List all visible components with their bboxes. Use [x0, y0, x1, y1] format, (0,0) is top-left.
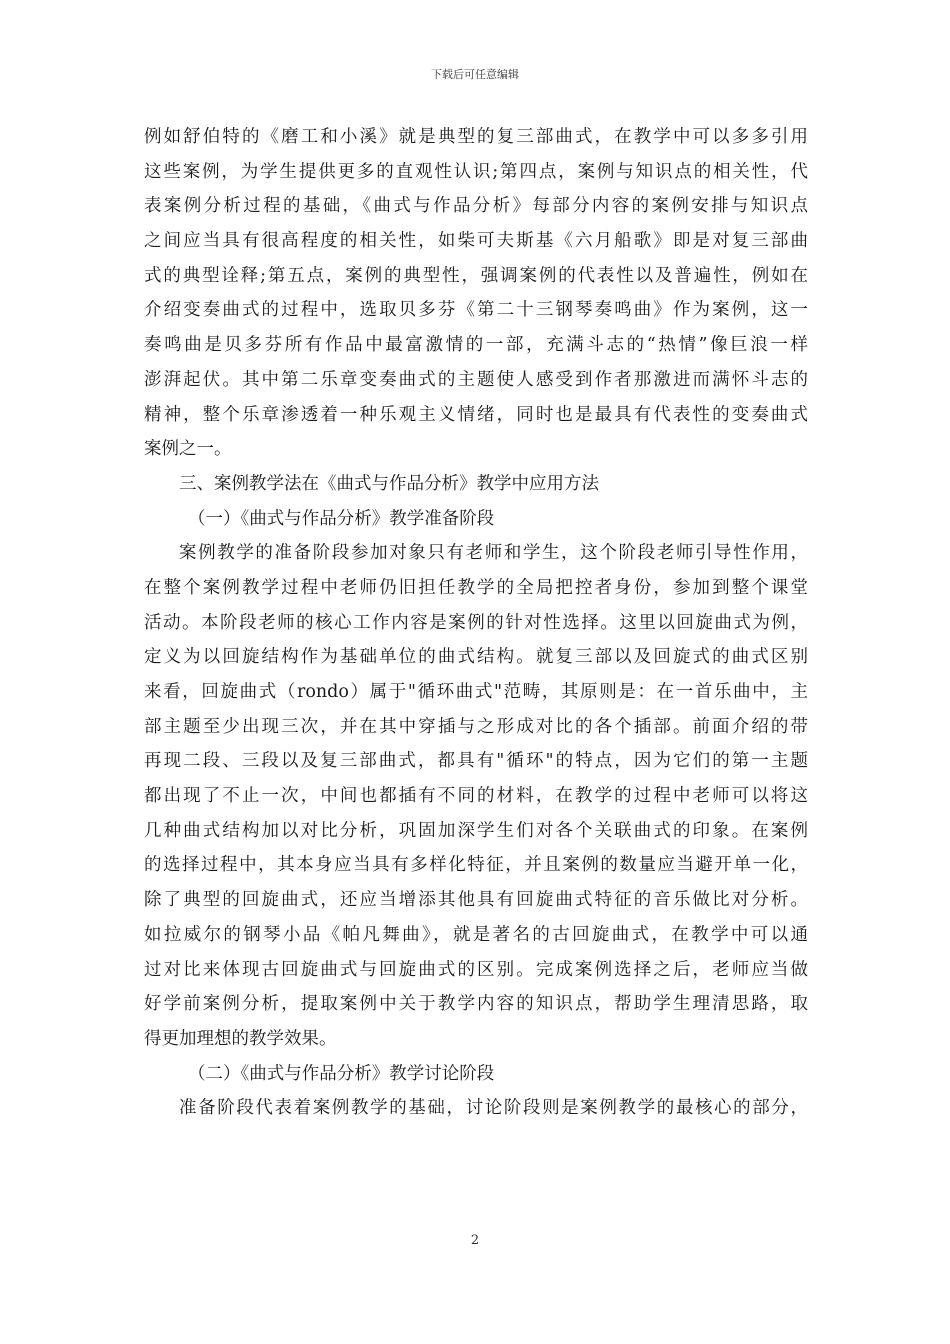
body-line: 都出现了不止一次，中间也都插有不同的材料，在教学的过程中老师可以将这	[144, 786, 808, 807]
body-line: 再现二段、三段以及复三部曲式，都具有"循环"的特点，因为它们的第一主题	[144, 751, 808, 772]
body-line: 准备阶段代表着案例教学的基础，讨论阶段则是案例教学的最核心的部分，	[179, 1098, 808, 1119]
body-line: 精神，整个乐章渗透着一种乐观主义情绪，同时也是最具有代表性的变奏曲式	[144, 404, 808, 425]
page-number: 2	[470, 1233, 480, 1248]
body-line: 案例教学的准备阶段参加对象只有老师和学生，这个阶段老师引导性作用，	[179, 543, 808, 564]
body-line: 案例之一。	[144, 439, 232, 460]
body-line: 介绍变奏曲式的过程中，选取贝多芬《第二十三钢琴奏鸣曲》作为案例，这一	[144, 300, 808, 321]
body-line: 几种曲式结构加以对比分析，巩固加深学生们对各个关联曲式的印象。在案例	[144, 820, 808, 841]
body-line: 澎湃起伏。其中第二乐章变奏曲式的主题使人感受到作者那激进而满怀斗志的	[144, 369, 808, 390]
body-line: 这些案例，为学生提供更多的直观性认识;第四点，案例与知识点的相关性，代	[144, 161, 808, 182]
body-line: 奏鸣曲是贝多芬所有作品中最富激情的一部，充满斗志的“热情”像巨浪一样	[144, 335, 808, 356]
body-line: 活动。本阶段老师的核心工作内容是案例的针对性选择。这里以回旋曲式为例，	[144, 612, 808, 633]
body-line: 如拉威尔的钢琴小品《帕凡舞曲》，就是著名的古回旋曲式，在教学中可以通	[144, 924, 808, 945]
body-line: 例如舒伯特的《磨工和小溪》就是典型的复三部曲式，在教学中可以多多引用	[144, 127, 808, 147]
body-line: 过对比来体现古回旋曲式与回旋曲式的区别。完成案例选择之后，老师应当做	[144, 959, 808, 980]
body-line: 除了典型的回旋曲式，还应当增添其他具有回旋曲式特征的音乐做比对分析。	[144, 890, 808, 911]
body-line: 表案例分析过程的基础，《曲式与作品分析》每部分内容的案例安排与知识点	[144, 196, 808, 217]
body-line: 得更加理想的教学效果。	[144, 1028, 337, 1049]
body-line: 来看，回旋曲式（rondo）属于"循环曲式"范畴，其原则是：在一首乐曲中，主	[144, 682, 808, 702]
body-line: 的选择过程中，其本身应当具有多样化特征，并且案例的数量应当避开单一化，	[144, 855, 808, 876]
body-line: 式的典型诠释;第五点，案例的典型性，强调案例的代表性以及普遍性，例如在	[144, 265, 808, 286]
section-heading: 三、案例教学法在《曲式与作品分析》教学中应用方法	[179, 473, 599, 494]
body-line: 好学前案例分析，提取案例中关于教学内容的知识点，帮助学生理清思路，取	[144, 994, 808, 1015]
subsection-heading: （一）《曲式与作品分析》教学准备阶段	[188, 508, 495, 529]
body-line: 在整个案例教学过程中老师仍旧担任教学的全局把控者身份，参加到整个课堂	[144, 577, 808, 598]
body-line: 之间应当具有很高程度的相关性，如柴可夫斯基《六月船歌》即是对复三部曲	[144, 231, 808, 252]
page-header: 下载后可任意编辑	[431, 68, 519, 81]
body-line: 定义为以回旋结构作为基础单位的曲式结构。就复三部以及回旋式的曲式区别	[144, 647, 808, 668]
document-body	[144, 120, 808, 1126]
body-line: 部主题至少出现三次，并在其中穿插与之形成对比的各个插部。前面介绍的带	[144, 716, 808, 737]
subsection-heading: （二）《曲式与作品分析》教学讨论阶段	[188, 1063, 495, 1084]
